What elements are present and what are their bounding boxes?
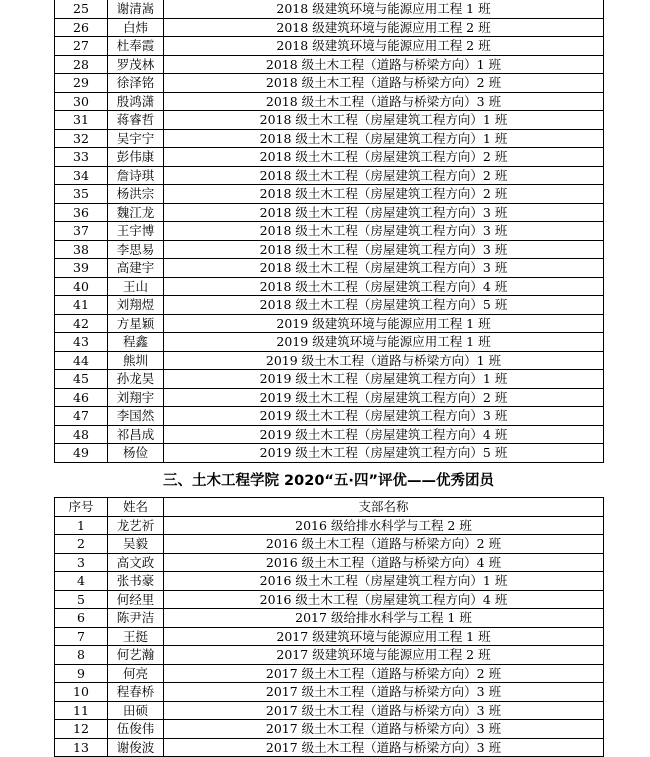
cell-no: 36 xyxy=(55,203,108,222)
table-row xyxy=(55,720,604,739)
cell-name: 白炜 xyxy=(108,18,164,37)
table-row xyxy=(55,553,604,572)
cell-no: 3 xyxy=(55,553,108,572)
cell-name: 方星颖 xyxy=(108,314,164,333)
cell-no: 31 xyxy=(55,111,108,130)
cell-name: 吴宇宁 xyxy=(108,129,164,148)
cell-name: 田硕 xyxy=(108,701,164,720)
cell-name: 王宇博 xyxy=(108,222,164,241)
table-row xyxy=(55,148,604,167)
table-row xyxy=(55,683,604,702)
table-row xyxy=(55,627,604,646)
table-row xyxy=(55,18,604,37)
header-name: 姓名 xyxy=(108,498,164,517)
cell-no: 2 xyxy=(55,535,108,554)
cell-branch: 2019 级土木工程（房屋建筑工程方向）3 班 xyxy=(164,407,604,426)
cell-branch: 2017 级建筑环境与能源应用工程 1 班 xyxy=(164,627,604,646)
cell-no: 1 xyxy=(55,516,108,535)
cell-no: 47 xyxy=(55,407,108,426)
table-row xyxy=(55,609,604,628)
cell-branch: 2017 级土木工程（道路与桥梁方向）3 班 xyxy=(164,683,604,702)
cell-no: 35 xyxy=(55,185,108,204)
cell-name: 张书豪 xyxy=(108,572,164,591)
cell-name: 李思易 xyxy=(108,240,164,259)
cell-no: 33 xyxy=(55,148,108,167)
table-row xyxy=(55,222,604,241)
table-row xyxy=(55,425,604,444)
table-row xyxy=(55,277,604,296)
cell-name: 彭伟康 xyxy=(108,148,164,167)
cell-name: 龙艺祈 xyxy=(108,516,164,535)
cell-name: 王挺 xyxy=(108,627,164,646)
header-branch: 支部名称 xyxy=(164,498,604,517)
cell-name: 孙龙昊 xyxy=(108,370,164,389)
table-row xyxy=(55,111,604,130)
cell-no: 28 xyxy=(55,55,108,74)
cell-name: 蒋睿哲 xyxy=(108,111,164,130)
table-row xyxy=(55,444,604,463)
cell-name: 谢清嵩 xyxy=(108,0,164,18)
table-header-row xyxy=(55,498,604,517)
cell-no: 26 xyxy=(55,18,108,37)
table-continued xyxy=(54,0,604,463)
cell-name: 王山 xyxy=(108,277,164,296)
table-row xyxy=(55,407,604,426)
cell-branch: 2017 级土木工程（道路与桥梁方向）3 班 xyxy=(164,738,604,757)
cell-branch: 2018 级建筑环境与能源应用工程 2 班 xyxy=(164,18,604,37)
section-title: 三、土木工程学院 2020“五·四”评优——优秀团员 xyxy=(163,473,494,489)
table-row xyxy=(55,664,604,683)
cell-branch: 2018 级土木工程（房屋建筑工程方向）4 班 xyxy=(164,277,604,296)
cell-branch: 2018 级建筑环境与能源应用工程 1 班 xyxy=(164,0,604,18)
cell-no: 40 xyxy=(55,277,108,296)
cell-no: 27 xyxy=(55,37,108,56)
cell-name: 祁昌成 xyxy=(108,425,164,444)
cell-branch: 2018 级土木工程（房屋建筑工程方向）2 班 xyxy=(164,185,604,204)
table-row xyxy=(55,646,604,665)
cell-branch: 2016 级土木工程（道路与桥梁方向）4 班 xyxy=(164,553,604,572)
cell-branch: 2018 级土木工程（道路与桥梁方向）3 班 xyxy=(164,92,604,111)
cell-branch: 2019 级土木工程（房屋建筑工程方向）1 班 xyxy=(164,370,604,389)
table-row xyxy=(55,314,604,333)
table-row xyxy=(55,370,604,389)
cell-branch: 2016 级土木工程（房屋建筑工程方向）1 班 xyxy=(164,572,604,591)
cell-no: 7 xyxy=(55,627,108,646)
cell-name: 李国然 xyxy=(108,407,164,426)
cell-no: 13 xyxy=(55,738,108,757)
table-row xyxy=(55,55,604,74)
cell-no: 5 xyxy=(55,590,108,609)
cell-no: 43 xyxy=(55,333,108,352)
cell-name: 刘翔煜 xyxy=(108,296,164,315)
cell-name: 杨俭 xyxy=(108,444,164,463)
cell-branch: 2018 级土木工程（房屋建筑工程方向）5 班 xyxy=(164,296,604,315)
table-row xyxy=(55,259,604,278)
cell-no: 45 xyxy=(55,370,108,389)
cell-no: 10 xyxy=(55,683,108,702)
cell-name: 高文政 xyxy=(108,553,164,572)
cell-no: 48 xyxy=(55,425,108,444)
table-row xyxy=(55,701,604,720)
cell-name: 伍俊伟 xyxy=(108,720,164,739)
cell-name: 杨洪宗 xyxy=(108,185,164,204)
cell-name: 程鑫 xyxy=(108,333,164,352)
cell-name: 熊圳 xyxy=(108,351,164,370)
table-row xyxy=(55,572,604,591)
cell-no: 42 xyxy=(55,314,108,333)
cell-branch: 2019 级土木工程（房屋建筑工程方向）2 班 xyxy=(164,388,604,407)
table-row xyxy=(55,388,604,407)
cell-no: 46 xyxy=(55,388,108,407)
table-row xyxy=(55,74,604,93)
table-row xyxy=(55,333,604,352)
cell-no: 39 xyxy=(55,259,108,278)
cell-name: 詹诗琪 xyxy=(108,166,164,185)
table-row xyxy=(55,166,604,185)
table-row xyxy=(55,240,604,259)
cell-name: 杜奉霞 xyxy=(108,37,164,56)
cell-name: 程春桥 xyxy=(108,683,164,702)
cell-name: 何亮 xyxy=(108,664,164,683)
table-row xyxy=(55,516,604,535)
cell-branch: 2017 级土木工程（道路与桥梁方向）2 班 xyxy=(164,664,604,683)
table-row xyxy=(55,37,604,56)
cell-branch: 2018 级土木工程（房屋建筑工程方向）2 班 xyxy=(164,148,604,167)
table-row xyxy=(55,535,604,554)
cell-name: 罗茂林 xyxy=(108,55,164,74)
cell-name: 徐泽铭 xyxy=(108,74,164,93)
cell-no: 29 xyxy=(55,74,108,93)
cell-no: 32 xyxy=(55,129,108,148)
table-row xyxy=(55,92,604,111)
cell-branch: 2016 级给排水科学与工程 2 班 xyxy=(164,516,604,535)
table-row xyxy=(55,185,604,204)
cell-name: 刘翔宇 xyxy=(108,388,164,407)
cell-no: 41 xyxy=(55,296,108,315)
cell-branch: 2018 级土木工程（房屋建筑工程方向）3 班 xyxy=(164,222,604,241)
table-row xyxy=(55,129,604,148)
table-row xyxy=(55,738,604,757)
cell-branch: 2018 级土木工程（道路与桥梁方向）2 班 xyxy=(164,74,604,93)
cell-name: 殷鸿潇 xyxy=(108,92,164,111)
cell-branch: 2019 级土木工程（房屋建筑工程方向）5 班 xyxy=(164,444,604,463)
cell-name: 陈尹洁 xyxy=(108,609,164,628)
cell-branch: 2018 级土木工程（房屋建筑工程方向）3 班 xyxy=(164,240,604,259)
cell-branch: 2018 级建筑环境与能源应用工程 2 班 xyxy=(164,37,604,56)
cell-no: 37 xyxy=(55,222,108,241)
cell-no: 30 xyxy=(55,92,108,111)
cell-name: 何艺瀚 xyxy=(108,646,164,665)
cell-name: 魏江龙 xyxy=(108,203,164,222)
cell-no: 25 xyxy=(55,0,108,18)
cell-branch: 2018 级土木工程（房屋建筑工程方向）1 班 xyxy=(164,129,604,148)
cell-branch: 2018 级土木工程（道路与桥梁方向）1 班 xyxy=(164,55,604,74)
cell-branch: 2017 级土木工程（道路与桥梁方向）3 班 xyxy=(164,720,604,739)
cell-no: 12 xyxy=(55,720,108,739)
table-row xyxy=(55,203,604,222)
cell-no: 34 xyxy=(55,166,108,185)
cell-branch: 2018 级土木工程（房屋建筑工程方向）3 班 xyxy=(164,203,604,222)
cell-branch: 2017 级土木工程（道路与桥梁方向）3 班 xyxy=(164,701,604,720)
cell-no: 44 xyxy=(55,351,108,370)
cell-branch: 2018 级土木工程（房屋建筑工程方向）1 班 xyxy=(164,111,604,130)
cell-branch: 2016 级土木工程（房屋建筑工程方向）4 班 xyxy=(164,590,604,609)
table-row xyxy=(55,351,604,370)
cell-name: 谢俊波 xyxy=(108,738,164,757)
header-no: 序号 xyxy=(55,498,108,517)
cell-branch: 2018 级土木工程（房屋建筑工程方向）2 班 xyxy=(164,166,604,185)
cell-name: 何经里 xyxy=(108,590,164,609)
table-row xyxy=(55,296,604,315)
cell-branch: 2017 级建筑环境与能源应用工程 2 班 xyxy=(164,646,604,665)
cell-no: 8 xyxy=(55,646,108,665)
cell-no: 4 xyxy=(55,572,108,591)
cell-name: 吴毅 xyxy=(108,535,164,554)
cell-no: 49 xyxy=(55,444,108,463)
cell-name: 高建宇 xyxy=(108,259,164,278)
table-row xyxy=(55,0,604,18)
cell-branch: 2019 级土木工程（房屋建筑工程方向）4 班 xyxy=(164,425,604,444)
table-excellent-members xyxy=(54,497,604,757)
table-row xyxy=(55,590,604,609)
cell-no: 6 xyxy=(55,609,108,628)
cell-branch: 2019 级土木工程（道路与桥梁方向）1 班 xyxy=(164,351,604,370)
cell-branch: 2019 级建筑环境与能源应用工程 1 班 xyxy=(164,333,604,352)
cell-branch: 2018 级土木工程（房屋建筑工程方向）3 班 xyxy=(164,259,604,278)
cell-no: 9 xyxy=(55,664,108,683)
cell-branch: 2016 级土木工程（道路与桥梁方向）2 班 xyxy=(164,535,604,554)
cell-branch: 2019 级建筑环境与能源应用工程 1 班 xyxy=(164,314,604,333)
cell-no: 38 xyxy=(55,240,108,259)
cell-branch: 2017 级给排水科学与工程 1 班 xyxy=(164,609,604,628)
cell-no: 11 xyxy=(55,701,108,720)
